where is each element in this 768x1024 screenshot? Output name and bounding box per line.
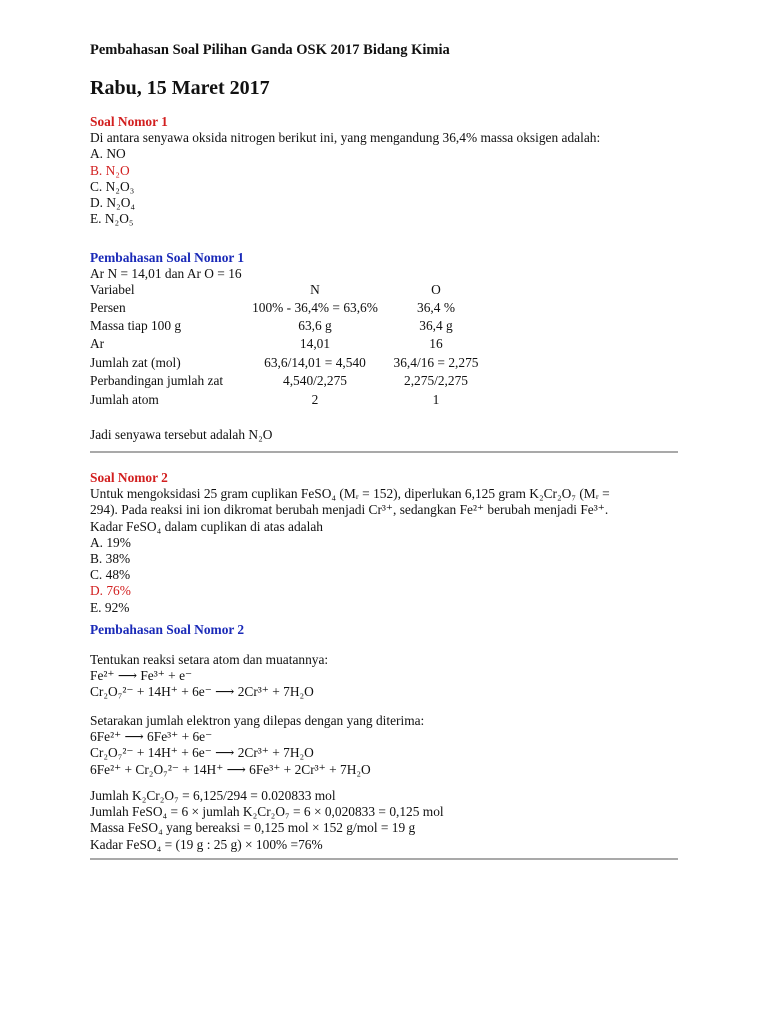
discussion-1-given: Ar N = 14,01 dan Ar O = 16 [90, 266, 242, 282]
table-row: Variabel N O [90, 282, 441, 297]
question-2 [90, 470, 690, 616]
equation-line: Cr₂O₇²⁻ + 14H⁺ + 6e⁻ ⟶ 2Cr³⁺ + 7H₂O [90, 745, 314, 761]
section-divider [90, 451, 678, 453]
equation-line: Fe²⁺ ⟶ Fe³⁺ + e⁻ [90, 668, 193, 684]
calc-line: Jumlah FeSO₄ = 6 × jumlah K₂Cr₂O₇ = 6 × 0,020833 = 0,125 mol [90, 804, 444, 820]
table-row: Jumlah zat (mol) 63,6/14,01 = 4,540 36,4/16 = 2,275 [90, 355, 479, 370]
step-2-intro: Setarakan jumlah elektron yang dilepas dengan yang diterima: [90, 713, 425, 728]
equation-line: Cr₂O₇²⁻ + 14H⁺ + 6e⁻ ⟶ 2Cr³⁺ + 7H₂O [90, 684, 314, 700]
document-title: Pembahasan Soal Pilihan Ganda OSK 2017 Bidang Kimia [90, 42, 450, 58]
question-1-option-d: D. N₂O₄ [90, 195, 136, 211]
question-2-text-line: Untuk mengoksidasi 25 gram cuplikan FeSO₄ (Mᵣ = 152), diperlukan 6,125 gram K₂Cr₂O₇ (Mᵣ = [90, 486, 610, 502]
question-1 [90, 114, 690, 227]
discussion-2-step-1 [90, 652, 690, 701]
discussion-1-header [90, 250, 690, 282]
question-2-text-line: 294). Pada reaksi ini ion dikromat berubah menjadi Cr³⁺, sedangkan Fe²⁺ berubah menjadi Fe³⁺. [90, 502, 609, 518]
section-divider [90, 858, 678, 860]
question-2-text-line: Kadar FeSO₄ dalam cuplikan di atas adalah [90, 518, 323, 534]
table-row: Persen 100% - 36,4% = 63,6% 36,4 % [90, 300, 455, 315]
discussion-1-heading: Pembahasan Soal Nomor 1 [90, 250, 245, 265]
post-date-title: Rabu, 15 Maret 2017 [90, 77, 270, 99]
discussion-1-conclusion: Jadi senyawa tersebut adalah N₂O [90, 427, 273, 442]
table-row: Jumlah atom 2 1 [90, 392, 440, 407]
calc-line: Jumlah K₂Cr₂O₇ = 6,125/294 = 0.020833 mol [90, 788, 336, 803]
question-2-option-a: A. 19% [90, 534, 131, 550]
question-2-option-e: E. 92% [90, 599, 130, 615]
question-2-option-c: C. 48% [90, 567, 131, 583]
calc-line: Kadar FeSO₄ = (19 g : 25 g) × 100% =76% [90, 836, 323, 852]
question-1-text: Di antara senyawa oksida nitrogen berikut ini, yang mengandung 36,4% massa oksigen adalah: [90, 130, 601, 146]
table-row: Ar 14,01 16 [90, 336, 443, 351]
equation-line: 6Fe²⁺ ⟶ 6Fe³⁺ + 6e⁻ [90, 729, 213, 745]
question-1-heading: Soal Nomor 1 [90, 114, 168, 129]
question-2-option-d-answer: D. 76% [90, 583, 131, 599]
step-1-intro: Tentukan reaksi setara atom dan muatannya: [90, 652, 329, 667]
table-row: Massa tiap 100 g 63,6 g 36,4 g [90, 318, 453, 333]
question-1-option-a: A. NO [90, 146, 126, 162]
question-2-option-b: B. 38% [90, 551, 131, 567]
calc-line: Massa FeSO₄ yang bereaksi = 0,125 mol × 152 g/mol = 19 g [90, 820, 416, 836]
equation-line: 6Fe²⁺ + Cr₂O₇²⁻ + 14H⁺ ⟶ 6Fe³⁺ + 2Cr³⁺ + 7H₂O [90, 761, 371, 777]
table-row: Perbandingan jumlah zat 4,540/2,275 2,275/2,275 [90, 373, 468, 388]
question-2-heading: Soal Nomor 2 [90, 470, 168, 485]
discussion-2-step-2 [90, 713, 690, 778]
discussion-2-calculation [90, 788, 690, 853]
question-1-option-c: C. N₂O₃ [90, 178, 135, 194]
discussion-2-heading: Pembahasan Soal Nomor 2 [90, 622, 245, 637]
question-1-option-e: E. N₂O₅ [90, 211, 134, 227]
question-1-option-b-answer: B. N₂O [90, 162, 130, 178]
